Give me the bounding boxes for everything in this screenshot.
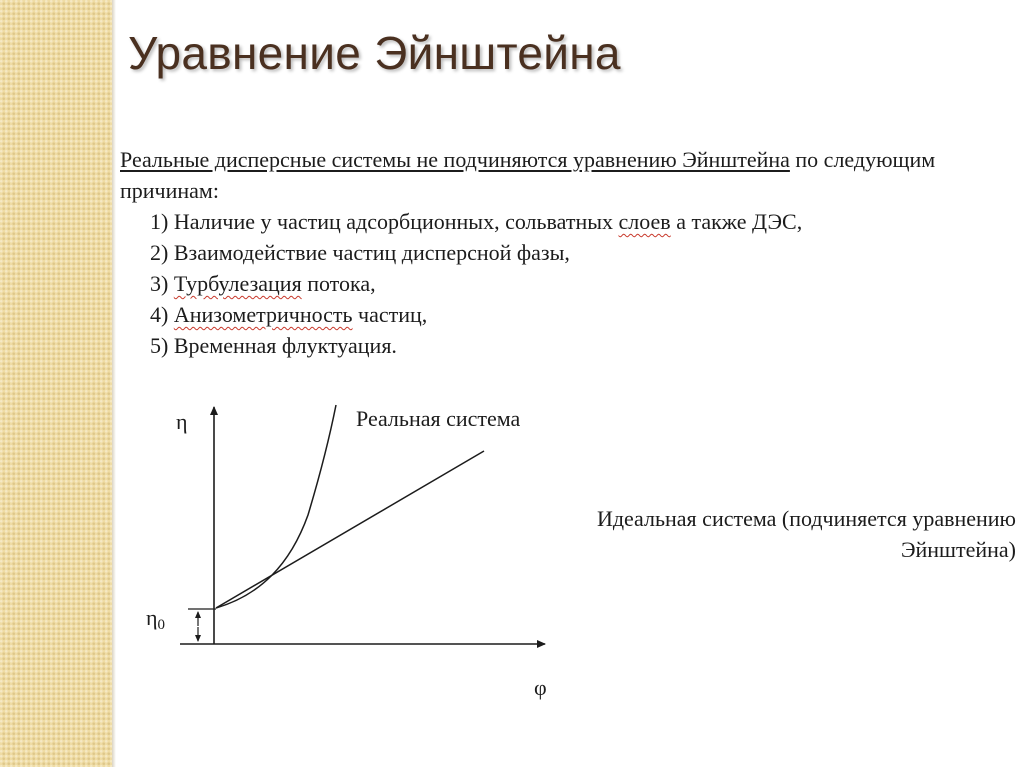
- reason-number: 2): [150, 240, 169, 265]
- intercept-label: η0: [146, 605, 166, 633]
- ideal-label-line-2: Эйнштейна): [900, 537, 1016, 562]
- reason-text: Взаимодействие частиц дисперсной фазы,: [173, 240, 570, 265]
- reason-text-flagged: Турбулезация: [173, 271, 302, 296]
- ideal-system-line: [216, 451, 484, 608]
- reason-item-3: [150, 268, 1020, 299]
- reason-number: 3): [150, 271, 169, 296]
- intro-tail: по следующим причинам:: [120, 147, 936, 203]
- reason-number: 5): [150, 333, 169, 358]
- reason-text: а также ДЭС,: [670, 209, 803, 234]
- reason-item-1: [150, 206, 1020, 237]
- reason-text: потока,: [301, 271, 376, 296]
- real-system-curve: [216, 405, 336, 608]
- x-axis-label: φ: [534, 675, 547, 700]
- slide-title: Уравнение Эйнштейна: [128, 27, 621, 79]
- intro-text: [120, 144, 1020, 361]
- reason-number: 1): [150, 209, 169, 234]
- real-system-label: Реальная система: [356, 406, 521, 431]
- intro-lead: Реальные дисперсные системы не подчиняются уравнению Эйнштейна: [120, 147, 790, 172]
- reason-text-flagged: Анизометричность: [173, 302, 353, 327]
- viscosity-chart: [140, 395, 560, 705]
- reason-text: частиц,: [352, 302, 428, 327]
- reasons-list: [120, 206, 1020, 361]
- intro-paragraph: [120, 144, 1020, 206]
- reason-text-flagged: слоев: [618, 209, 671, 234]
- reason-item-4: [150, 299, 1020, 330]
- sidebar-edge-shadow: [112, 0, 116, 767]
- decorative-sidebar: [0, 0, 112, 767]
- ideal-label-line-1: Идеальная система (подчиняется уравнению: [596, 506, 1016, 531]
- reason-item-5: [150, 330, 1020, 361]
- reason-text: Наличие у частиц адсорбционных, сольватных: [173, 209, 619, 234]
- reason-text: Временная флуктуация.: [173, 333, 397, 358]
- reason-item-2: [150, 237, 1020, 268]
- y-axis-label: η: [176, 409, 188, 434]
- ideal-system-label: [597, 503, 1016, 565]
- reason-number: 4): [150, 302, 169, 327]
